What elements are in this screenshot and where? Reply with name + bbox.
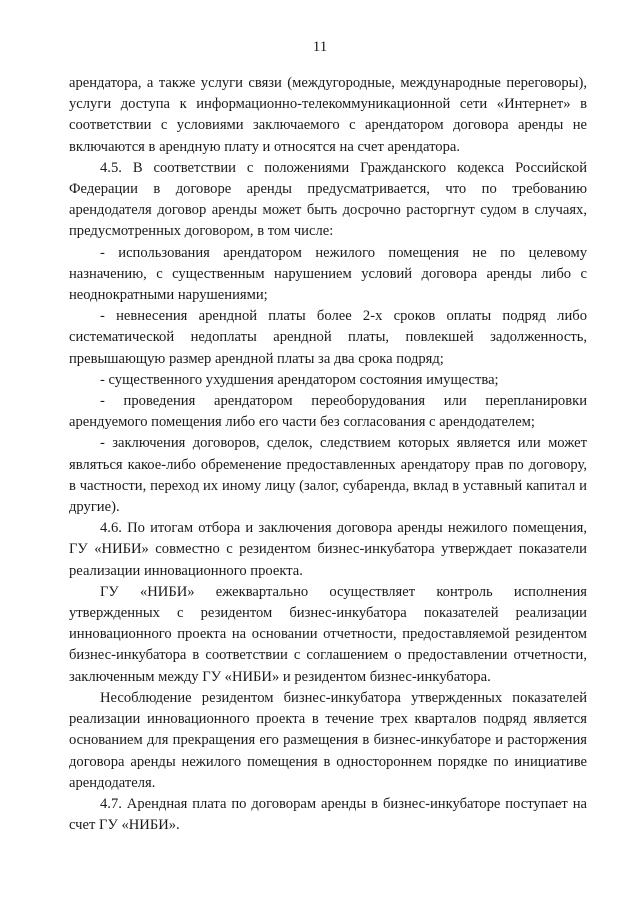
paragraph-4-7: 4.7. Арендная плата по договорам аренды в бизнес-инкубаторе поступает на счет ГУ «НИБИ». (69, 795, 587, 834)
paragraph-continuation: арендатора, а также услуги связи (междугородные, международные переговоры), услуги доступа к информационно-телекоммуникационной сети «Интернет» в соответствии с условиями заключаемого с арендатором договора аренды не включаются в арендную плату и относятся на счет арендатора. (69, 75, 587, 155)
page-number: 11 (312, 39, 328, 55)
paragraph-4-5: 4.5. В соответствии с положениями Гражданского кодекса Российской Федерации в договоре аренды предусматривается, что по требованию арендодателя договор аренды может быть досрочно расторгнут судом в случаях, предусмотренных договором, в том числе: (69, 159, 587, 240)
paragraph-quarterly-control: ГУ «НИБИ» ежеквартально осуществляет контроль исполнения утвержденных с резидентом бизнес-инкубатора показателей реализации инновационного проекта на основании отчетности, предоставляемой резидентом бизнес-инкубатора в соответствии с соглашением о предоставлении отчетности, заключенным между ГУ «НИБИ» и резидентом бизнес-инкубатора. (69, 583, 587, 685)
list-item-encumbrance: - заключения договоров, сделок, следствием которых является или может являться какое-либо обременение предоставленных арендатору прав по договору, в частности, переход их иному лицу (залог, субаренда, вклад в уставный капитал и другие). (69, 435, 587, 516)
paragraph-noncompliance: Несоблюдение резидентом бизнес-инкубатора утвержденных показателей реализации инновационного проекта в течение трех кварталов подряд является основанием для прекращения его размещения в бизнес-инкубаторе и расторжения договора аренды нежилого помещения в одностороннем порядке по инициативе арендодателя. (69, 689, 587, 791)
document-body (69, 73, 587, 836)
paragraph-4-6: 4.6. По итогам отбора и заключения договора аренды нежилого помещения, ГУ «НИБИ» совместно с резидентом бизнес-инкубатора утверждает показатели реализации инновационного проекта. (69, 520, 587, 579)
list-item-misuse: - использования арендатором нежилого помещения не по целевому назначению, с существенным нарушением условий договора аренды либо с неоднократными нарушениями; (69, 244, 587, 304)
list-item-nonpayment: - невнесения арендной платы более 2-х сроков оплаты подряд либо систематической недоплаты арендной платы, повлекшей задолженность, превышающую размер арендной платы за два срока подряд; (69, 308, 587, 367)
list-item-deterioration: - существенного ухудшения арендатором состояния имущества; (100, 371, 499, 388)
list-item-reequipment: - проведения арендатором переоборудования или перепланировки арендуемого помещения либо его части без согласования с арендодателем; (69, 393, 587, 431)
